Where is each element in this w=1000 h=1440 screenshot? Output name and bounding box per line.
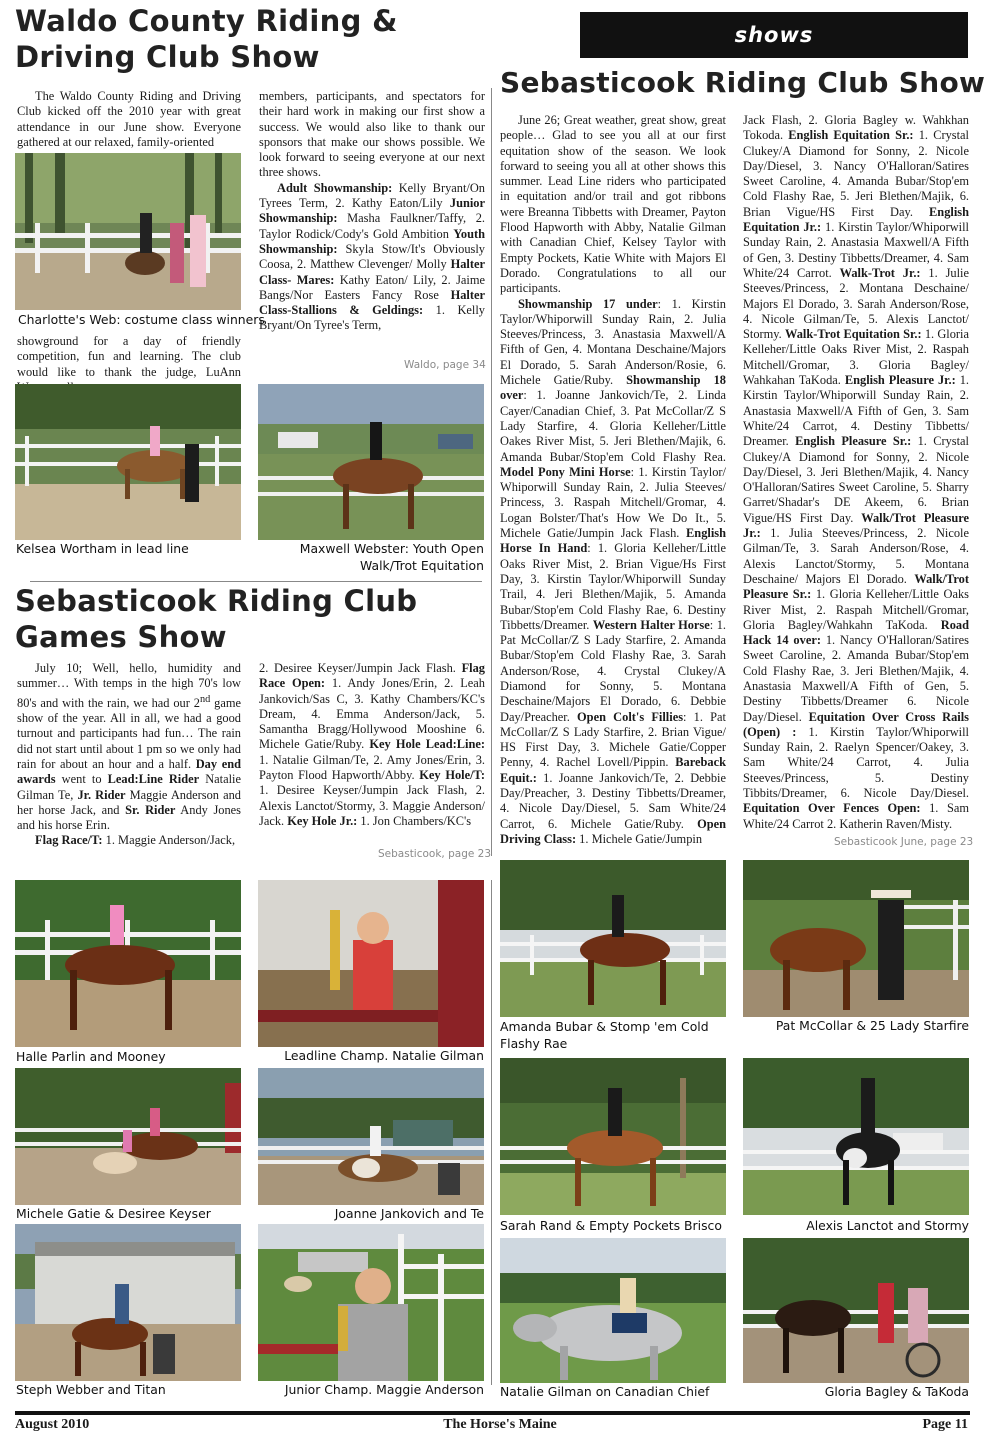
caption-pat: Pat McCollar & 25 Lady Starfire [775,1018,969,1033]
games-paragraph-2: Flag Race/T: 1. Maggie Anderson/Jack, [35,833,236,848]
waldo-column-1a [17,89,241,150]
sebasticook-results-2: Jack Flash, 2. Gloria Bagley w. Wahkhan Tokoda. English Equitation Sr.: 1. Crystal Clukey/A Diamond for Sonny, 2. Nicole Day/Diesel, 3. Nancy O'Halloran/Satires Sweet Caroline, 4. Amanda Bubar/Stop'em Cold Flashy Rae, 5. Jeri Blethen/Majik, 6. Brian Vigue/HS First Day. English Equitation Jr.: 1. Kirstin Taylor/Whiporwill Sunday Rain, 2. Anastasia Maxwell/A Fifth of Gen, 3. Destiny Tibbetts/Dreamer, 4. Sam White/24 Carrot. Walk-Trot Jr.: 1. Julie Steeves/Princess, 2. Montana Deschaine/ Majors El Dorado, 3. Sarah Anderson/Rose, 4. Nicole Gilman/Te, 5. Alexis Lanctot/ Stormy. Walk-Trot Equitation Sr.: 1. Gloria Kelleher/Little Oaks River Mist, 2. Raspah Mitchell/Gromar, 3. Gloria Bagley/ Wahkahan TaKoda. English Pleasure Jr.: 1. Kirstin Taylor/Whiporwill Sunday Rain, 2. Anastasia Maxwell/A Fifth of Gen, 3. Sam White/24 Carrot, 4. Destiny Tibbetts/ Dreamer. English Pleasure Sr.: 1. Crystal Clukey/A Diamond for Sonny, 2. Nicole Day/Diesel, 3. Jeri Blethen/Majik, 4. Nancy O'Halloran/Satires Sweet Caroline, 5. Sharry Garret/Shadar's DE Akeem, 6. Brian Vigue/HS First Day. Walk/Trot Pleasure Jr.: 1. Julia Steeves/Princess, 2. Nicole Gilman/Te, 3. Sarah Anderson/Rose, 4. Alexis Lanctot/Stormy, 5. Montana Deschaine/ Majors El Dorado. Walk/Trot Pleasure Sr.: 1. Gloria Kelleher/Little Oaks River Mist, 2. Raspah Mitchell/Gromar, Gloria Bagley/Wahkahn TaKoda. Road Hack 14 over: 1. Nancy O'Halloran/Satires Sweet Caroline, 2. Amanda Bubar/Stop'em Cold Flashy Rae, 3. Jeri Blethen/Majik, 4. Anastasia Maxwell/A Fifth of Gen, 5. Destiny Tibbetts/Dreamer 6. Nicole Day/Diesel. Equitation Over Cross Rails (Open) : 1. Kirstin Taylor/Whiporwill Sunday Rain, 2. Raelyn Spencer/Oakey, 3. Sam White/24 Carrot, 4. Julia Steeves/Princess, 5. Destiny Tibbits/Dreamer, 6. Nicole Day/Diesel. Equitation Over Fences Open: 1. Sam White/24 Carrot 2. Katherin Raven/Misty. [743,113,970,831]
photo-michele [15,1068,241,1205]
caption-amanda-line2: Flashy Rae [500,1036,568,1051]
waldo-jump: Waldo, page 34 [404,359,486,371]
waldo-paragraph-3: members, participants, and spectators for their hard work in making our first show a success. We would also like to thank our sponsors that make our shows possible. We look forward to seeing everyone at our next three shows. [259,89,485,180]
photo-kelsea [15,384,241,540]
sebasticook-headline: Sebasticook Riding Club Show [500,66,986,99]
caption-gloria: Gloria Bagley & TaKoda [824,1384,969,1399]
games-results: 2. Desiree Keyser/Jumpin Jack Flash. Flag Race Open: 1. Andy Jones/Erin, 2. Leah Jankovich/Sas C, 3. Kathy Chambers/KC's Dream, 4. Emma Anderson/Jack, 5. Samantha Bragg/Hollywood Mooshine 6. Michele Gatie/Ruby. Key Hole Lead:Line: 1. Natalie Gilman/Te, 2. Amy Jones/Erin, 3. Payton Flood Hapworth/Abby. Key Hole/T: 1. Desiree Keyser/Jumpin Jack Flash, 2. Alexis Lanctot/Stormy, 3. Maggie Anderson/ Jack. Key Hole Jr.: 1. Jon Chambers/KC's [259,661,486,828]
photo-joanne [258,1068,484,1205]
photo-halle [15,880,241,1047]
photo-divider [491,880,492,1385]
caption-kelsea: Kelsea Wortham in lead line [16,541,189,556]
caption-michele: Michele Gatie & Desiree Keyser [16,1206,211,1221]
caption-sarah: Sarah Rand & Empty Pockets Brisco [500,1218,722,1233]
column-divider [491,88,492,856]
caption-amanda [500,1018,709,1052]
photo-natalie [500,1238,726,1383]
caption-natalie: Natalie Gilman on Canadian Chief [500,1384,710,1399]
sebasticook-column-1 [500,113,726,847]
photo-sarah [500,1058,726,1215]
waldo-headline-line2: Driving Club Show [15,39,320,74]
footer-page: Page 11 [922,1417,968,1432]
caption-joanne: Joanne Jankovich and Te [334,1206,484,1221]
games-jump: Sebasticook, page 23 [378,848,492,860]
waldo-column-2 [259,89,485,334]
photo-maxwell [258,384,484,540]
games-headline-line2: Games Show [15,619,227,654]
games-headline-line1: Sebasticook Riding Club [15,584,418,618]
games-paragraph-1: July 10; Well, hello, humidity and summer… With temps in the high 70's low 80's and with the rain, we had our 2nd game show of the year. All in all, we had a good turnout and participants had fun… The rain did not start until about 1 pm so we only had rain for about an hour and a half. Day end awards went to Lead:Line Rider Natalie Gilman Te, Jr. Rider Maggie Anderson and her horse Jack, and Sr. Rider Andy Jones and his horse Erin. [17,661,242,833]
photo-gloria [743,1238,969,1383]
caption-leadline: Leadline Champ. Natalie Gilman [284,1048,484,1063]
caption-junior: Junior Champ. Maggie Anderson [284,1382,484,1397]
photo-steph [15,1224,241,1381]
photo-junior [258,1224,484,1381]
sebasticook-intro: June 26; Great weather, great show, great people… Glad to see you all at our first equitation show of the season. We look forward to seeing you all at other shows this summer. Lead Line riders who participated in equitation and/or trail and got ribbons were Breanna Tibbetts with Dreamer, Payton Flood Hapworth with Abby, Natalie Gilman with Canadian Chief, Kelsey Taylor with Empty Pockets, Katie White with Majors El Dorado. Congratulations to all our participants. [500,113,726,296]
games-column-1 [17,661,241,849]
games-headline [15,584,417,655]
caption-maxwell [258,540,484,574]
caption-maxwell-line1: Maxwell Webster: Youth Open [299,541,484,556]
caption-halle: Halle Parlin and Mooney [16,1049,166,1064]
sebasticook-column-2 [743,113,969,832]
footer-date: August 2010 [15,1417,90,1432]
sebasticook-results-1: Showmanship 17 under: 1. Kirstin Taylor/Whiporwill Sunday Rain, 2. Julia Steeves/Princess, 3. Anastasia Maxwell/A Fifth of Gen, 4. Montana Deschaine/Majors El Dorado, 5. Sarah Anderson/Rosie, 6. Michele Gatie/Ruby. Showmanship 18 over: 1. Joanne Jankovich/Te, 2. Linda Cayer/Canadian Chief, 3. Pat McCollar/Z S Lady Starfire, 4. Gloria Kelleher/Little Oakes River Mist, 5. Jeri Blethen/Majik, 6. Amanda Bubar/Stop'em Cold Flashy Rea. Model Pony Mini Horse: 1. Kirstin Taylor/ Whiporwill Sunday Rain, 2. Julia Steeves/ Princess, 3. Raspah Mitchell/Gromar, 4. Logan Bolster/That's How We Do It., 5. Michele Gatie/Jumpin Jack Flash. English Horse In Hand: 1. Gloria Kelleher/Little Oaks River Mist, 2. Brian Vigue/Hs First Day, 3. Kirstin Taylor/Whiporwill Sunday Trail, 4. Jeri Blethen/Majik, 5. Amanda Bubar/Stop'em Cold Flashy Rae, 6. Destiny Tibbetts/Dreamer. Western Halter Horse: 1. Pat McCollar/Z S Lady Starfire, 2. Amanda Bubar/Stop'em Cold Flashy Rae, 3. Sarah Anderson/Rose, 4. Crystal Clukey/A Diamond for Sonny, 5. Montana Deschaine/Majors El Dorado, 6. Debbie Day/Preacher. Open Colt's Fillies: 1. Pat McCollar/Z S Lady Starfire, 2. Brian Vigue/ HS First Day, 3. Michele Gatie/Copper Penny, 4. Rachel Lovell/Pippin. Bareback Equit.: 1. Joanne Jankovich/Te, 2. Debbie Day/Preacher, 3. Destiny Tibbetts/Dreamer, 4. Nicole Day/Diesel, 5. Sam White/24 Carrot, 6. Michele Gatie/Ruby. Open Driving Class: 1. Michele Gatie/Jumpin [500,296,727,846]
waldo-headline-line1: Waldo County Riding & [15,4,398,38]
caption-amanda-line1: Amanda Bubar & Stomp 'em Cold [500,1019,709,1034]
photo-leadline [258,880,484,1047]
photo-amanda [500,860,726,1017]
photo-charlotte [15,153,241,310]
caption-steph: Steph Webber and Titan [16,1382,166,1397]
waldo-paragraph-1: The Waldo County Riding and Driving Club kicked off the 2010 year with great attendance in our June show. Everyone gathered at our relaxed, family-oriented [17,89,241,149]
caption-alexis: Alexis Lanctot and Stormy [806,1218,969,1233]
photo-alexis [743,1058,969,1215]
waldo-headline [15,4,398,75]
games-column-2 [259,661,485,829]
footer-rule [15,1411,970,1415]
waldo-results: Adult Showmanship: Kelly Bryant/On Tyrees Term, 2. Kathy Eaton/Lily Junior Showmanship: Masha Faulkner/Taffy, 2. Taylor Rodick/Cody's Gold Ambition Youth Showmanship: Skyla Stow/It's Obviously Coosa, 2. Matthew Clevenger/ Molly Halter Class- Mares: Kathy Eaton/ Lily, 2. Jaime Bangs/Nor Easters Fancy Rose Halter Class-Stallions & Geldings: 1. Kelly Bryant/On Tyree's Term, [259,180,486,333]
caption-charlotte: Charlotte's Web: costume class winners [18,312,265,327]
sebasticook-jump: Sebasticook June, page 23 [834,836,974,848]
article-divider [30,581,482,582]
photo-pat [743,860,969,1017]
section-banner: shows [580,12,968,58]
footer-publication: The Horse's Maine [443,1417,557,1432]
waldo-paragraph-2: showground for a day of friendly competition, fun and learning. The club would like to thank the judge, LuAnn [17,334,241,379]
caption-maxwell-line2: Walk/Trot Equitation [360,558,484,573]
